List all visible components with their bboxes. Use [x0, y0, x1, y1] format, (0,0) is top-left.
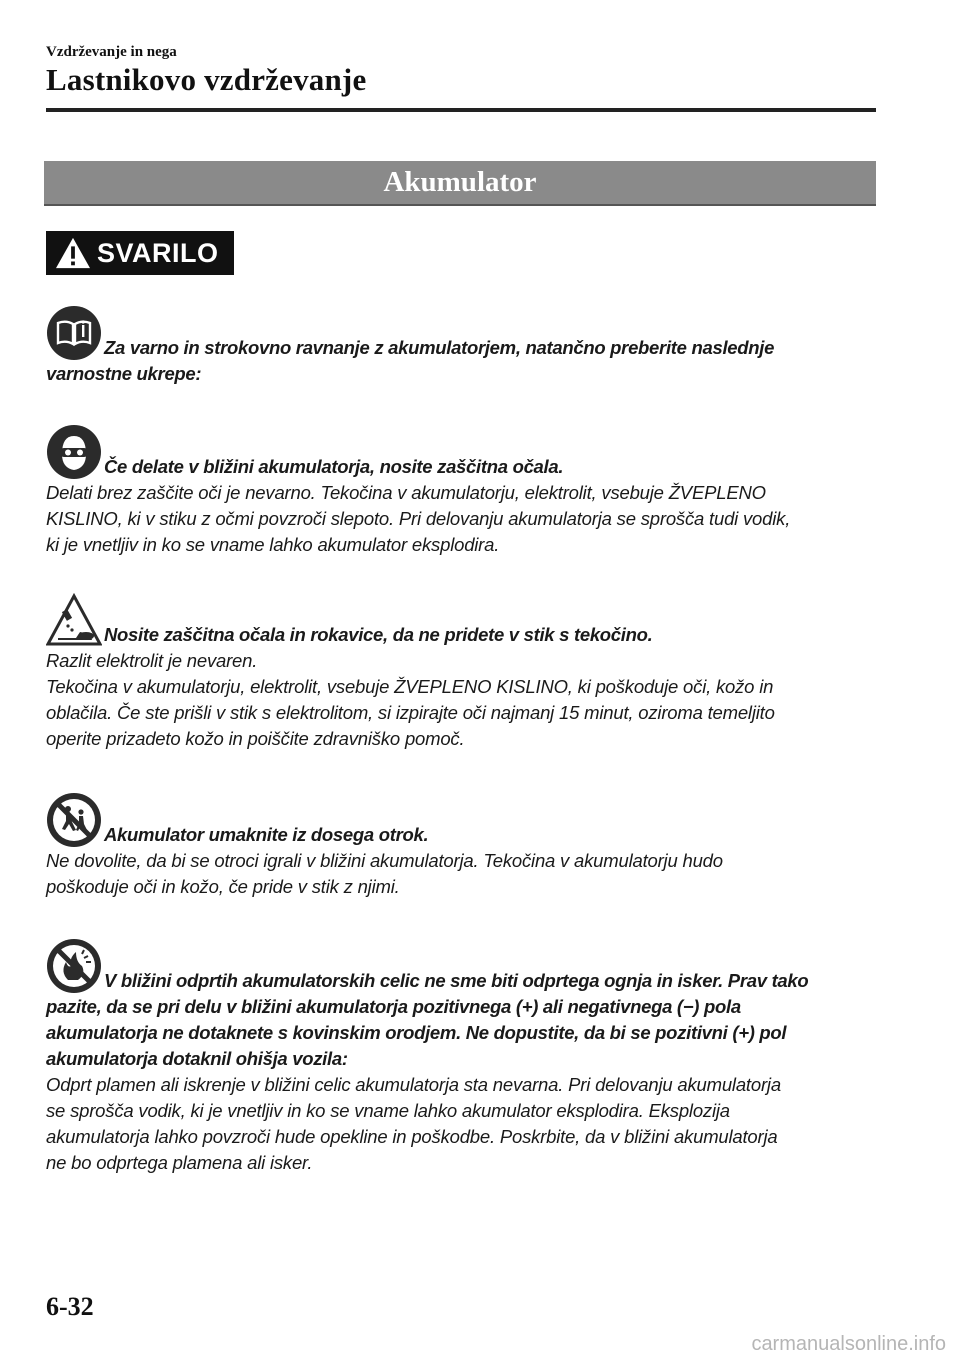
safety-block-children — [46, 792, 876, 900]
watermark: carmanualsonline.info — [751, 1333, 946, 1355]
safety-lead-continued: akumulatorja ne dotaknete s kovinskim orodjem. Ne dopustite, da bi se pozitivni (+) pol — [46, 1022, 787, 1043]
safety-lead: Za varno in strokovno ravnanje z akumulatorjem, natančno preberite naslednje — [104, 337, 775, 358]
warning-triangle-icon — [54, 236, 92, 270]
keep-away-children-icon — [46, 792, 102, 848]
body-line: ne bo odprtega plamena ali isker. — [46, 1152, 313, 1173]
body-line: operite prizadeto kožo in poiščite zdravniško pomoč. — [46, 728, 465, 749]
body-line: Ne dovolite, da bi se otroci igrali v bližini akumulatorja. Tekočina v akumulatorju hudo — [46, 850, 723, 871]
body-line: poškoduje oči in kožo, če pride v stik z njimi. — [46, 876, 400, 897]
safety-lead: V bližini odprtih akumulatorskih celic ne sme biti odprtega ognja in isker. Prav tako — [104, 970, 809, 991]
safety-block-manual — [46, 305, 876, 387]
body-line: Odprt plamen ali iskrenje v bližini celic akumulatorja sta nevarna. Pri delovanju akumulatorja — [46, 1074, 781, 1095]
acid-hazard-icon — [46, 592, 102, 648]
body-line: KISLINO, ki v stiku z očmi povzroči slepoto. Pri delovanju akumulatorja se sprošča tudi vodik, — [46, 508, 791, 529]
warning-badge — [46, 231, 234, 275]
safety-block-goggles — [46, 424, 876, 558]
body-line: Delati brez zaščite oči je nevarno. Tekočina v akumulatorju, elektrolit, vsebuje ŽVEPLENO — [46, 482, 766, 503]
safety-lead: Akumulator umaknite iz dosega otrok. — [104, 824, 429, 845]
body-line: akumulatorja lahko povzroči hude opekline in poškodbe. Poskrbite, da v bližini akumulatorja — [46, 1126, 778, 1147]
safety-lead: Če delate v bližini akumulatorja, nosite zaščitna očala. — [104, 456, 564, 477]
safety-lead-continued: pazite, da se pri delu v bližini akumulatorja pozitivnega (+) ali negativnega (−) pola — [46, 996, 741, 1017]
safety-lead-continued: akumulatorja dotaknil ohišja vozila: — [46, 1048, 348, 1069]
no-flame-icon — [46, 938, 102, 994]
safety-lead-continued: varnostne ukrepe: — [46, 363, 202, 384]
safety-block-flame — [46, 938, 876, 1176]
page-number: 6-32 — [46, 1292, 94, 1321]
body-line: ki je vnetljiv in ko se vname lahko akumulator eksplodira. — [46, 534, 500, 555]
header-divider — [46, 108, 876, 112]
safety-lead: Nosite zaščitna očala in rokavice, da ne pridete v stik s tekočino. — [104, 624, 653, 645]
running-header-section: Vzdrževanje in nega — [46, 44, 177, 60]
body-line: Tekočina v akumulatorju, elektrolit, vsebuje ŽVEPLENO KISLINO, ki poškoduje oči, kožo in — [46, 676, 774, 697]
page-title: Lastnikovo vzdrževanje — [46, 62, 367, 97]
body-line: oblačila. Če ste prišli v stik s elektrolitom, si izpirajte oči najmanj 15 minut, oziroma temeljito — [46, 702, 775, 723]
section-title-band: Akumulator — [44, 161, 876, 206]
body-line: se sprošča vodik, ki je vnetljiv in ko se vname lahko akumulator eksplodira. Eksplozija — [46, 1100, 730, 1121]
safety-block-acid — [46, 592, 876, 752]
goggles-icon — [46, 424, 102, 480]
warning-label: SVARILO — [97, 237, 219, 268]
manual-icon — [46, 305, 102, 361]
body-line: Razlit elektrolit je nevaren. — [46, 650, 258, 671]
